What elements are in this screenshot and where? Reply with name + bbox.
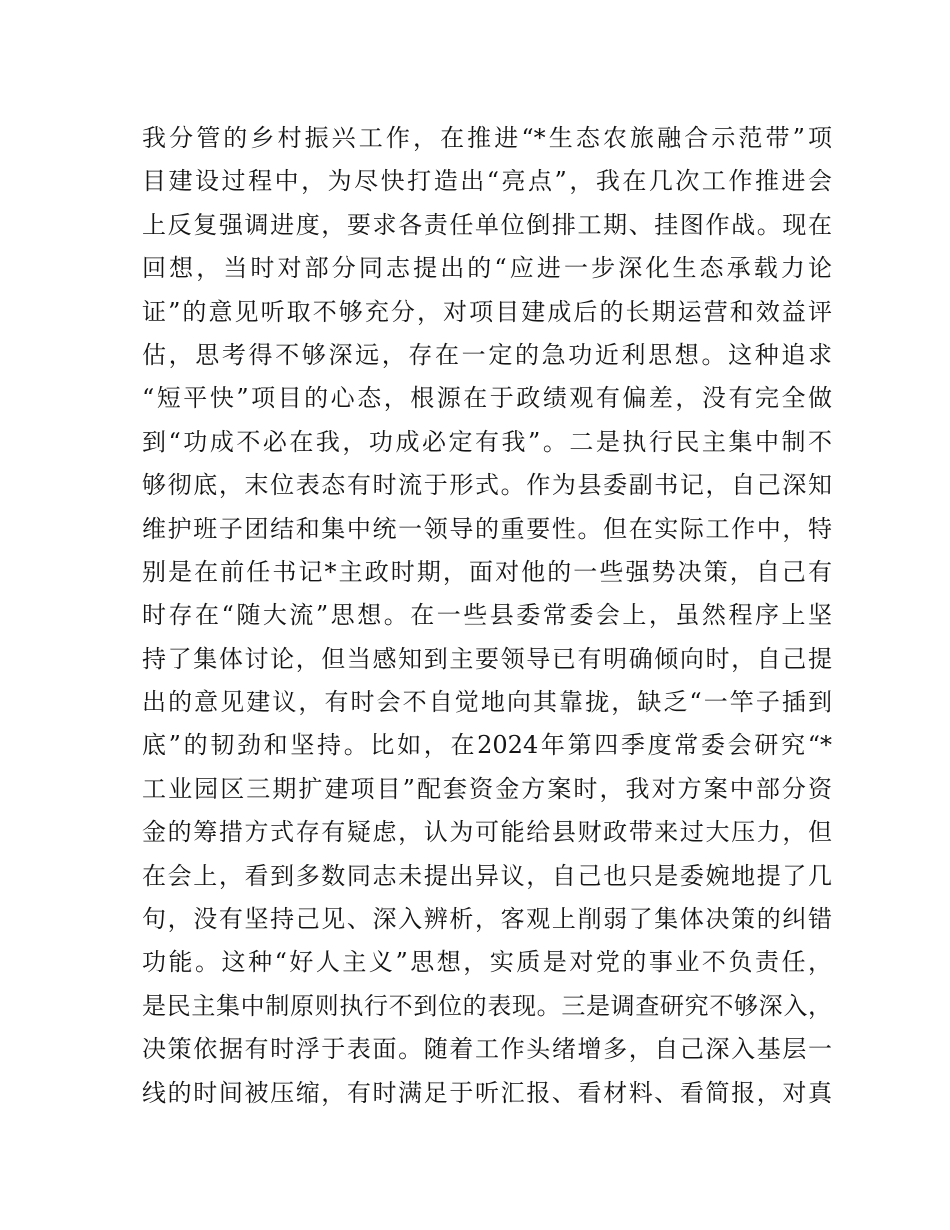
text-line: 目建设过程中，为尽快打造出“亮点”，我在几次工作推进会: [142, 167, 832, 196]
text-line: 在会上，看到多数同志未提出异议，自己也只是委婉地提了几: [142, 861, 832, 890]
text-line: 持了集体讨论，但当感知到主要领导已有明确倾向时，自己提: [142, 644, 832, 673]
text-line: 估，思考得不够深远，存在一定的急功近利思想。这种追求: [142, 340, 832, 369]
text-line: 我分管的乡村振兴工作，在推进“*生态农旅融合示范带”项: [142, 124, 832, 152]
text-line: 够彻底，末位表态有时流于形式。作为县委副书记，自己深知: [142, 471, 832, 500]
text-line: 决策依据有时浮于表面。随着工作头绪增多，自己深入基层一: [142, 1035, 832, 1064]
text-line: 线的时间被压缩，有时满足于听汇报、看材料、看简报，对真: [142, 1078, 832, 1107]
text-line: 回想，当时对部分同志提出的“应进一步深化生态承载力论: [142, 254, 832, 283]
text-line: 上反复强调进度，要求各责任单位倒排工期、挂图作战。现在: [142, 210, 832, 239]
text-line: 句，没有坚持己见、深入辨析，客观上削弱了集体决策的纠错: [142, 905, 832, 934]
text-line: 维护班子团结和集中统一领导的重要性。但在实际工作中，特: [142, 514, 832, 543]
text-line: 工业园区三期扩建项目”配套资金方案时，我对方案中部分资: [142, 774, 832, 803]
text-line: 金的筹措方式存有疑虑，认为可能给县财政带来过大压力，但: [142, 818, 832, 847]
text-line: 功能。这种“好人主义”思想，实质是对党的事业不负责任，: [142, 948, 832, 977]
text-line: “短平快”项目的心态，根源在于政绩观有偏差，没有完全做: [142, 384, 832, 413]
text-line: 底”的韧劲和坚持。比如，在2024年第四季度常委会研究“*: [142, 731, 832, 760]
text-line: 时存在“随大流”思想。在一些县委常委会上，虽然程序上坚: [142, 601, 832, 630]
text-line: 是民主集中制原则执行不到位的表现。三是调查研究不够深入，: [142, 991, 832, 1020]
text-line: 证”的意见听取不够充分，对项目建成后的长期运营和效益评: [142, 297, 832, 326]
text-line: 出的意见建议，有时会不自觉地向其靠拢，缺乏“一竿子插到: [142, 688, 832, 717]
body-text: [142, 117, 832, 1115]
text-line: 别是在前任书记*主政时期，面对他的一些强势决策，自己有: [142, 557, 832, 586]
text-line: 到“功成不必在我，功成必定有我”。二是执行民主集中制不: [142, 427, 832, 456]
